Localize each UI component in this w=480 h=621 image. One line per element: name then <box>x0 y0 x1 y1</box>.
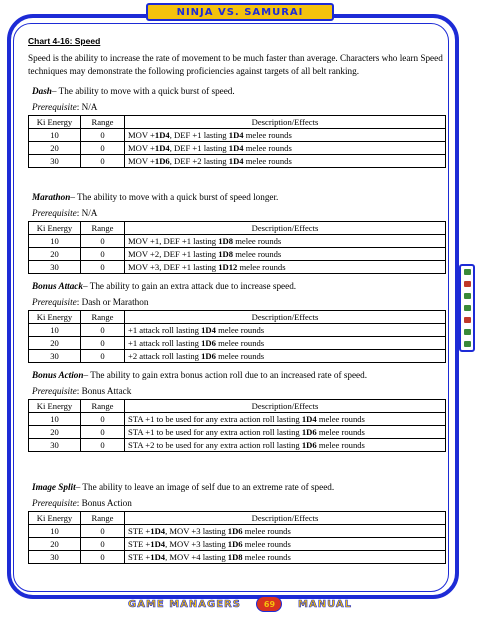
table-cell: 0 <box>81 551 125 564</box>
page-number: 69 <box>256 596 282 612</box>
table-header-cell: Range <box>81 116 125 129</box>
table-cell: 0 <box>81 439 125 452</box>
table-header-row <box>29 311 446 324</box>
prerequisite-label: Prerequisite <box>32 208 77 218</box>
ability-prerequisite <box>32 386 446 396</box>
ability-name: Dash <box>32 86 52 96</box>
table-header-cell: Description/Effects <box>125 400 446 413</box>
table-cell: 0 <box>81 426 125 439</box>
side-tab-icon <box>464 305 471 311</box>
ability-heading <box>32 192 446 202</box>
ability-prerequisite <box>32 498 446 508</box>
ability-heading <box>32 281 446 291</box>
table-cell: 20 <box>29 142 81 155</box>
ability-description: – The ability to leave an image of self due to an extreme rate of speed. <box>75 482 335 492</box>
ability-table <box>28 511 446 564</box>
section-spacer <box>28 452 446 482</box>
table-row <box>29 551 446 564</box>
ability-description: – The ability to move with a quick burst of speed longer. <box>70 192 279 202</box>
side-tab-icon <box>464 329 471 335</box>
table-row <box>29 525 446 538</box>
chart-title: Chart 4-16: Speed <box>28 36 101 46</box>
prerequisite-value: : Dash or Marathon <box>76 297 149 307</box>
table-row <box>29 350 446 363</box>
ability-table <box>28 399 446 452</box>
prerequisite-value: : N/A <box>76 208 98 218</box>
table-header-cell: Range <box>81 311 125 324</box>
table-cell: 0 <box>81 413 125 426</box>
table-cell: 10 <box>29 235 81 248</box>
ability-section <box>28 192 446 281</box>
ability-prerequisite <box>32 208 446 218</box>
table-cell: 0 <box>81 324 125 337</box>
footer-right-text: MANUAL <box>298 598 352 610</box>
footer <box>128 596 352 612</box>
ability-prerequisite <box>32 102 446 112</box>
table-cell: 0 <box>81 235 125 248</box>
ability-heading <box>32 482 446 492</box>
ability-table <box>28 310 446 363</box>
table-cell: MOV +1D4, DEF +1 lasting 1D4 melee rounds <box>125 129 446 142</box>
table-cell: 0 <box>81 155 125 168</box>
abilities-list <box>28 86 446 564</box>
page-content <box>28 36 446 564</box>
table-header-cell: Range <box>81 512 125 525</box>
prerequisite-value: : N/A <box>76 102 98 112</box>
header-banner-text: NINJA VS. SAMURAI <box>176 6 304 18</box>
prerequisite-value: : Bonus Attack <box>76 386 132 396</box>
ability-heading <box>32 370 446 380</box>
section-spacer <box>28 274 446 281</box>
ability-name: Image Split <box>32 482 76 492</box>
table-cell: MOV +2, DEF +1 lasting 1D8 melee rounds <box>125 248 446 261</box>
prerequisite-label: Prerequisite <box>32 297 77 307</box>
ability-prerequisite <box>32 297 446 307</box>
table-cell: 0 <box>81 350 125 363</box>
table-header-cell: Range <box>81 222 125 235</box>
table-header-row <box>29 116 446 129</box>
ability-heading <box>32 86 446 96</box>
table-header-cell: Description/Effects <box>125 311 446 324</box>
table-header-cell: Ki Energy <box>29 116 81 129</box>
table-cell: STA +1 to be used for any extra action roll lasting 1D4 melee rounds <box>125 413 446 426</box>
table-cell: STE +1D4, MOV +3 lasting 1D6 melee rounds <box>125 538 446 551</box>
table-header-cell: Description/Effects <box>125 222 446 235</box>
table-cell: STA +1 to be used for any extra action roll lasting 1D6 melee rounds <box>125 426 446 439</box>
ability-section <box>28 370 446 482</box>
ability-table <box>28 221 446 274</box>
prerequisite-label: Prerequisite <box>32 386 77 396</box>
table-cell: MOV +3, DEF +1 lasting 1D12 melee rounds <box>125 261 446 274</box>
table-header-cell: Description/Effects <box>125 116 446 129</box>
section-spacer <box>28 363 446 370</box>
table-cell: 30 <box>29 350 81 363</box>
table-row <box>29 324 446 337</box>
table-cell: +1 attack roll lasting 1D4 melee rounds <box>125 324 446 337</box>
ability-description: – The ability to move with a quick burst of speed. <box>51 86 235 96</box>
table-row <box>29 337 446 350</box>
table-cell: 20 <box>29 426 81 439</box>
table-cell: STE +1D4, MOV +4 lasting 1D8 melee rounds <box>125 551 446 564</box>
table-cell: MOV +1D6, DEF +2 lasting 1D4 melee rounds <box>125 155 446 168</box>
table-header-cell: Ki Energy <box>29 311 81 324</box>
ability-section <box>28 86 446 192</box>
section-spacer <box>28 168 446 192</box>
table-cell: 30 <box>29 551 81 564</box>
table-cell: 0 <box>81 337 125 350</box>
table-row <box>29 538 446 551</box>
table-cell: 10 <box>29 129 81 142</box>
footer-left-text: GAME MANAGERS <box>128 598 241 610</box>
side-tab-icon <box>464 341 471 347</box>
table-cell: 30 <box>29 155 81 168</box>
table-cell: 0 <box>81 538 125 551</box>
side-tab-icon <box>464 293 471 299</box>
ability-name: Bonus Action <box>32 370 84 380</box>
table-row <box>29 426 446 439</box>
table-cell: 10 <box>29 525 81 538</box>
side-tab-icon <box>464 281 471 287</box>
table-header-cell: Ki Energy <box>29 222 81 235</box>
table-cell: 0 <box>81 129 125 142</box>
table-cell: STE +1D4, MOV +3 lasting 1D6 melee rounds <box>125 525 446 538</box>
table-cell: 30 <box>29 261 81 274</box>
table-row <box>29 248 446 261</box>
table-header-row <box>29 512 446 525</box>
side-tab <box>459 264 475 352</box>
table-header-cell: Ki Energy <box>29 512 81 525</box>
table-cell: +1 attack roll lasting 1D6 melee rounds <box>125 337 446 350</box>
prerequisite-label: Prerequisite <box>32 102 77 112</box>
ability-section <box>28 281 446 370</box>
ability-name: Marathon <box>32 192 71 202</box>
prerequisite-label: Prerequisite <box>32 498 77 508</box>
table-row <box>29 155 446 168</box>
header-banner <box>146 3 334 21</box>
table-cell: 0 <box>81 261 125 274</box>
table-cell: 20 <box>29 337 81 350</box>
side-tab-icon <box>464 317 471 323</box>
table-cell: STA +2 to be used for any extra action roll lasting 1D6 melee rounds <box>125 439 446 452</box>
table-row <box>29 413 446 426</box>
table-cell: 20 <box>29 538 81 551</box>
table-header-cell: Range <box>81 400 125 413</box>
side-tab-icon <box>464 269 471 275</box>
table-cell: 0 <box>81 142 125 155</box>
table-cell: MOV +1, DEF +1 lasting 1D8 melee rounds <box>125 235 446 248</box>
table-header-row <box>29 400 446 413</box>
table-cell: 20 <box>29 248 81 261</box>
table-header-cell: Ki Energy <box>29 400 81 413</box>
table-cell: 0 <box>81 248 125 261</box>
ability-section <box>28 482 446 564</box>
ability-name: Bonus Attack <box>32 281 83 291</box>
table-cell: 10 <box>29 413 81 426</box>
table-row <box>29 439 446 452</box>
ability-description: – The ability to gain an extra attack due to increase speed. <box>82 281 297 291</box>
table-row <box>29 235 446 248</box>
table-row <box>29 129 446 142</box>
table-header-row <box>29 222 446 235</box>
intro-paragraph: Speed is the ability to increase the rate of movement to be much faster than average. Characters who learn Speed techniques may demonstrate the following proficiencies against targets of all belt ranking. <box>28 53 443 76</box>
table-cell: MOV +1D4, DEF +1 lasting 1D4 melee rounds <box>125 142 446 155</box>
table-header-cell: Description/Effects <box>125 512 446 525</box>
prerequisite-value: : Bonus Action <box>76 498 132 508</box>
table-row <box>29 261 446 274</box>
table-cell: 0 <box>81 525 125 538</box>
table-cell: 30 <box>29 439 81 452</box>
table-cell: +2 attack roll lasting 1D6 melee rounds <box>125 350 446 363</box>
ability-description: – The ability to gain extra bonus action roll due to an increased rate of speed. <box>83 370 368 380</box>
ability-table <box>28 115 446 168</box>
table-row <box>29 142 446 155</box>
table-cell: 10 <box>29 324 81 337</box>
